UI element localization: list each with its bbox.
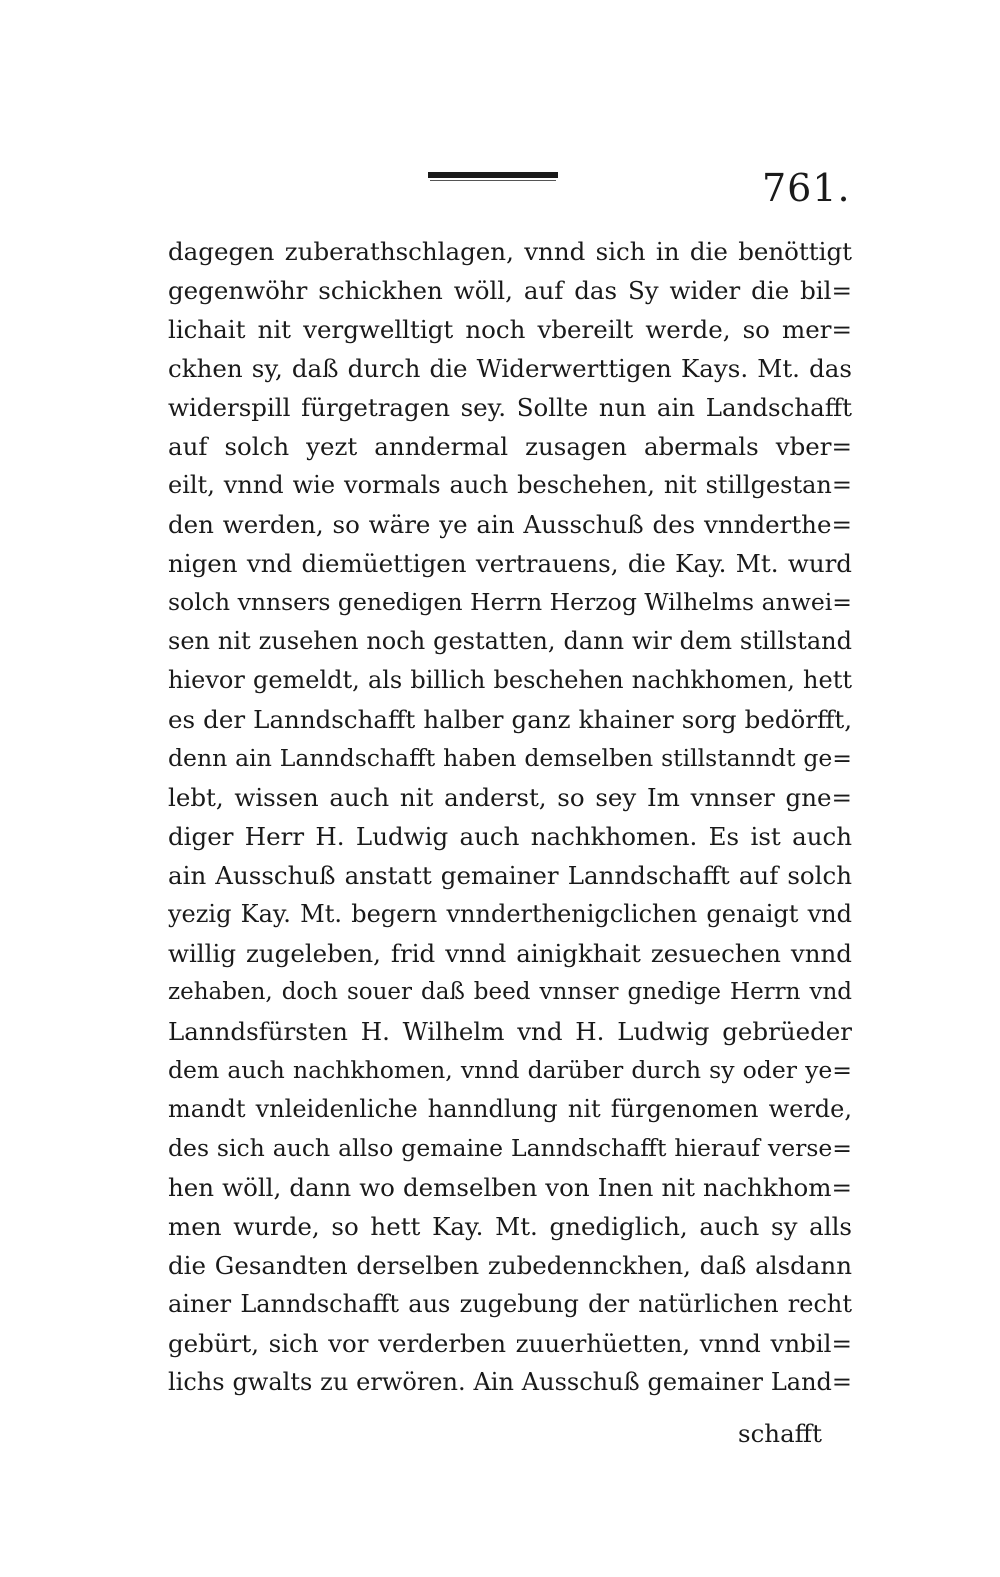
text-line: hievor gemeldt, als billich beschehen nachkhomen, hett bbox=[168, 666, 852, 694]
text-line: des sich auch allso gemaine Lanndschafft hierauf verse= bbox=[168, 1134, 852, 1162]
catchword: schafft bbox=[738, 1419, 822, 1448]
text-line: es der Lanndschafft halber ganz khainer sorg bedörfft, bbox=[168, 705, 852, 734]
text-line: lichs gwalts zu erwören. Ain Ausschuß gemainer Land= bbox=[168, 1368, 852, 1396]
header-rule-thin bbox=[430, 180, 556, 181]
text-line: diger Herr H. Ludwig auch nachkhomen. Es ist auch bbox=[168, 822, 852, 851]
text-line: men wurde, so hett Kay. Mt. gnediglich, auch sy alls bbox=[168, 1212, 852, 1241]
text-line: willig zugeleben, frid vnnd ainigkhait zesuechen vnnd bbox=[168, 939, 852, 968]
text-line: gegenwöhr schickhen wöll, auf das Sy wider die bil= bbox=[168, 276, 852, 305]
text-line: denn ain Lanndschafft haben demselben stillstanndt ge= bbox=[168, 744, 852, 772]
text-line: lebt, wissen auch nit anderst, so sey Im vnnser gne= bbox=[168, 783, 852, 812]
text-line: nigen vnd diemüettigen vertrauens, die Kay. Mt. wurd bbox=[168, 549, 852, 578]
text-line: zehaben, doch souer daß beed vnnser gnedige Herrn vnd bbox=[168, 979, 852, 1005]
text-line: gebürt, sich vor verderben zuuerhüetten, vnnd vnbil= bbox=[168, 1329, 852, 1358]
text-line: yezig Kay. Mt. begern vnnderthenigclichen genaigt vnd bbox=[168, 900, 852, 928]
text-line: den werden, so wäre ye ain Ausschuß des vnnderthe= bbox=[168, 510, 852, 539]
header-rule bbox=[428, 172, 558, 182]
text-line: sen nit zusehen noch gestatten, dann wir dem stillstand bbox=[168, 627, 852, 655]
text-line: dagegen zuberathschlagen, vnnd sich in die benöttigt bbox=[168, 237, 852, 266]
text-line: widerspill fürgetragen sey. Sollte nun ain Landschafft bbox=[168, 393, 852, 422]
text-line: lichait nit vergwelltigt noch vbereilt werde, so mer= bbox=[168, 315, 852, 344]
header-rule-thick bbox=[428, 172, 558, 178]
text-line: solch vnnsers genedigen Herrn Herzog Wilhelms anwei= bbox=[168, 588, 852, 616]
text-line: eilt, vnnd wie vormals auch beschehen, nit stillgestan= bbox=[168, 471, 852, 499]
text-line: ckhen sy, daß durch die Widerwerttigen Kays. Mt. das bbox=[168, 354, 852, 383]
text-line: die Gesandten derselben zubedennckhen, daß alsdann bbox=[168, 1251, 852, 1280]
text-line: Lanndsfürsten H. Wilhelm vnd H. Ludwig gebrüeder bbox=[168, 1017, 852, 1046]
text-line: hen wöll, dann wo demselben von Inen nit nachkhom= bbox=[168, 1173, 852, 1202]
text-line: auf solch yezt anndermal zusagen abermals vber= bbox=[168, 432, 852, 461]
text-line: ain Ausschuß anstatt gemainer Lanndschafft auf solch bbox=[168, 861, 852, 890]
text-line: ainer Lanndschafft aus zugebung der natürlichen recht bbox=[168, 1290, 852, 1318]
text-line: dem auch nachkhomen, vnnd darüber durch sy oder ye= bbox=[168, 1056, 852, 1084]
page-number: 761. bbox=[762, 166, 851, 210]
body-text bbox=[168, 232, 852, 1402]
text-line: mandt vnleidenliche hanndlung nit fürgenomen werde, bbox=[168, 1095, 852, 1123]
